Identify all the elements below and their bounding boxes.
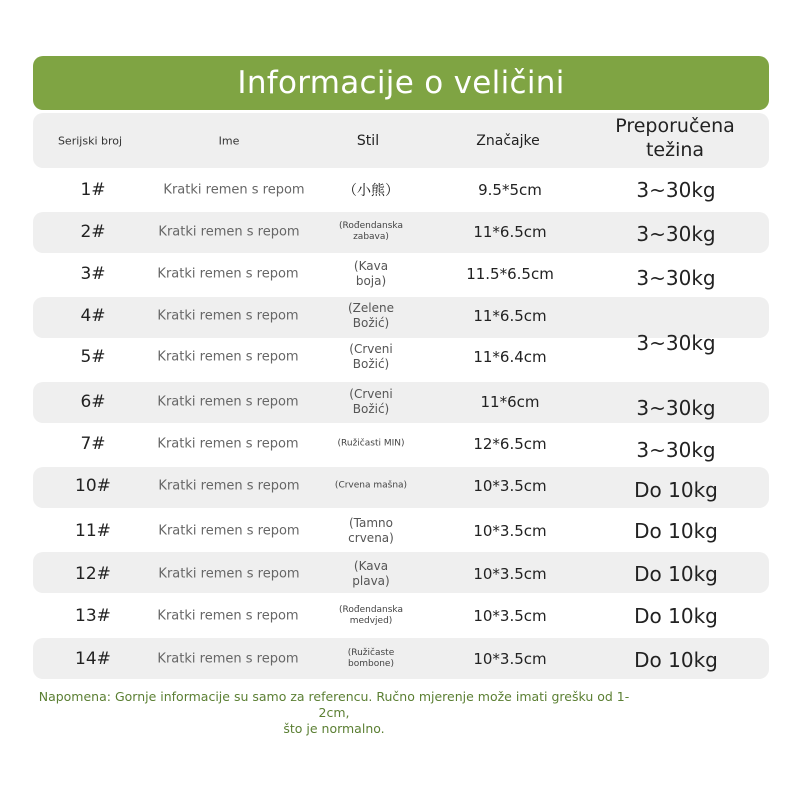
row-features: 12*6.5cm xyxy=(473,435,547,453)
row-style-line: (Crveni xyxy=(349,387,393,401)
row-serial: 14# xyxy=(75,649,111,669)
row-weight: Do 10kg xyxy=(634,478,718,502)
row-name: Kratki remen s repom xyxy=(157,266,299,282)
header-weight xyxy=(615,114,735,162)
row-style-line: (Rođendanska xyxy=(338,605,404,615)
row-features: 11*6.5cm xyxy=(473,223,547,241)
row-style-line: (Tamno xyxy=(348,516,393,530)
row-name: Kratki remen s repom xyxy=(157,651,299,667)
header-weight-line1: Preporučena xyxy=(615,115,735,137)
row-serial: 13# xyxy=(75,606,111,626)
page-title: Informacije o veličini xyxy=(237,65,565,101)
row-style xyxy=(354,259,388,289)
footnote-line1: Napomena: Gornje informacije su samo za referencu. Ručno mjerenje može imati grešku od 1-2cm, xyxy=(38,689,630,720)
row-style-line: (Kava xyxy=(353,559,389,573)
row-weight: 3~30kg xyxy=(636,178,716,202)
row-style-line: (Crveni xyxy=(349,342,393,356)
row-style xyxy=(349,387,392,417)
row-style-line: medvjed) xyxy=(349,616,393,626)
row-name: Kratki remen s repom xyxy=(157,436,299,452)
row-style xyxy=(348,648,395,670)
row-weight: 3~30kg xyxy=(636,396,716,420)
row-style-line: plava) xyxy=(352,574,390,588)
header-serial: Serijski broj xyxy=(57,134,123,148)
row-weight: Do 10kg xyxy=(634,648,718,672)
merged-weight: 3~30kg xyxy=(636,331,716,355)
row-name: Kratki remen s repom xyxy=(158,566,300,582)
row-style-line: zabava) xyxy=(353,232,389,242)
row-name: Kratki remen s repom xyxy=(158,224,300,240)
row-features: 10*3.5cm xyxy=(473,607,547,625)
row-name: Kratki remen s repom xyxy=(157,349,299,365)
row-features: 11*6.5cm xyxy=(473,307,547,325)
row-serial: 11# xyxy=(75,521,111,541)
row-features: 10*3.5cm xyxy=(473,565,547,583)
row-name: Kratki remen s repom xyxy=(158,523,300,539)
row-style xyxy=(339,221,403,243)
row-features: 10*3.5cm xyxy=(473,477,547,495)
row-serial: 7# xyxy=(80,434,106,454)
row-style xyxy=(343,180,399,200)
row-weight: 3~30kg xyxy=(636,266,716,290)
row-features: 10*3.5cm xyxy=(473,650,547,668)
row-style-line: Božić) xyxy=(352,402,390,416)
row-weight: Do 10kg xyxy=(634,604,718,628)
header-weight-line2: težina xyxy=(645,139,705,161)
row-style-line: （小熊） xyxy=(343,183,399,199)
row-serial: 1# xyxy=(80,180,106,200)
row-style-line: (Crvena mašna) xyxy=(334,480,408,491)
header-name: Ime xyxy=(218,134,240,148)
row-features: 11*6cm xyxy=(480,393,540,411)
row-style xyxy=(339,605,403,627)
row-serial: 3# xyxy=(80,264,106,284)
header-style: Stil xyxy=(356,133,380,149)
row-name: Kratki remen s repom xyxy=(157,394,299,410)
row-style-line: (Zelene xyxy=(348,301,394,315)
row-style xyxy=(349,342,392,372)
row-style-line: (Ružičaste xyxy=(347,648,395,658)
row-name: Kratki remen s repom xyxy=(158,478,300,494)
row-style-line: crvena) xyxy=(348,531,394,545)
row-features: 11*6.4cm xyxy=(473,348,547,366)
row-weight: 3~30kg xyxy=(636,222,716,246)
row-style-line: Božić) xyxy=(352,357,390,371)
row-style-line: Božić) xyxy=(352,316,390,330)
title-banner xyxy=(33,56,769,110)
row-name: Kratki remen s repom xyxy=(163,182,305,198)
row-style xyxy=(338,439,405,450)
row-style xyxy=(348,301,394,331)
row-serial: 10# xyxy=(75,476,111,496)
row-style-line: (Ružičasti MIN) xyxy=(337,438,405,449)
row-features: 9.5*5cm xyxy=(478,181,542,199)
row-serial: 4# xyxy=(80,306,106,326)
row-serial: 12# xyxy=(75,564,111,584)
row-style xyxy=(352,559,389,589)
row-style xyxy=(335,481,407,492)
row-weight: Do 10kg xyxy=(634,519,718,543)
footnote-line2: što je normalno. xyxy=(283,721,385,736)
row-weight: Do 10kg xyxy=(634,562,718,586)
footnote xyxy=(24,689,644,737)
row-style-line: (Kava xyxy=(353,259,389,273)
row-name: Kratki remen s repom xyxy=(157,308,299,324)
row-features: 10*3.5cm xyxy=(473,522,547,540)
row-name: Kratki remen s repom xyxy=(157,608,299,624)
row-serial: 5# xyxy=(80,347,106,367)
row-weight: 3~30kg xyxy=(636,438,716,462)
row-serial: 2# xyxy=(80,222,106,242)
row-serial: 6# xyxy=(80,392,106,412)
row-style-line: boja) xyxy=(355,274,387,288)
header-features: Značajke xyxy=(476,133,540,149)
row-style-line: bombone) xyxy=(348,659,394,669)
row-style-line: (Rođendanska xyxy=(338,221,404,231)
row-style xyxy=(348,516,394,546)
row-features: 11.5*6.5cm xyxy=(466,265,554,283)
